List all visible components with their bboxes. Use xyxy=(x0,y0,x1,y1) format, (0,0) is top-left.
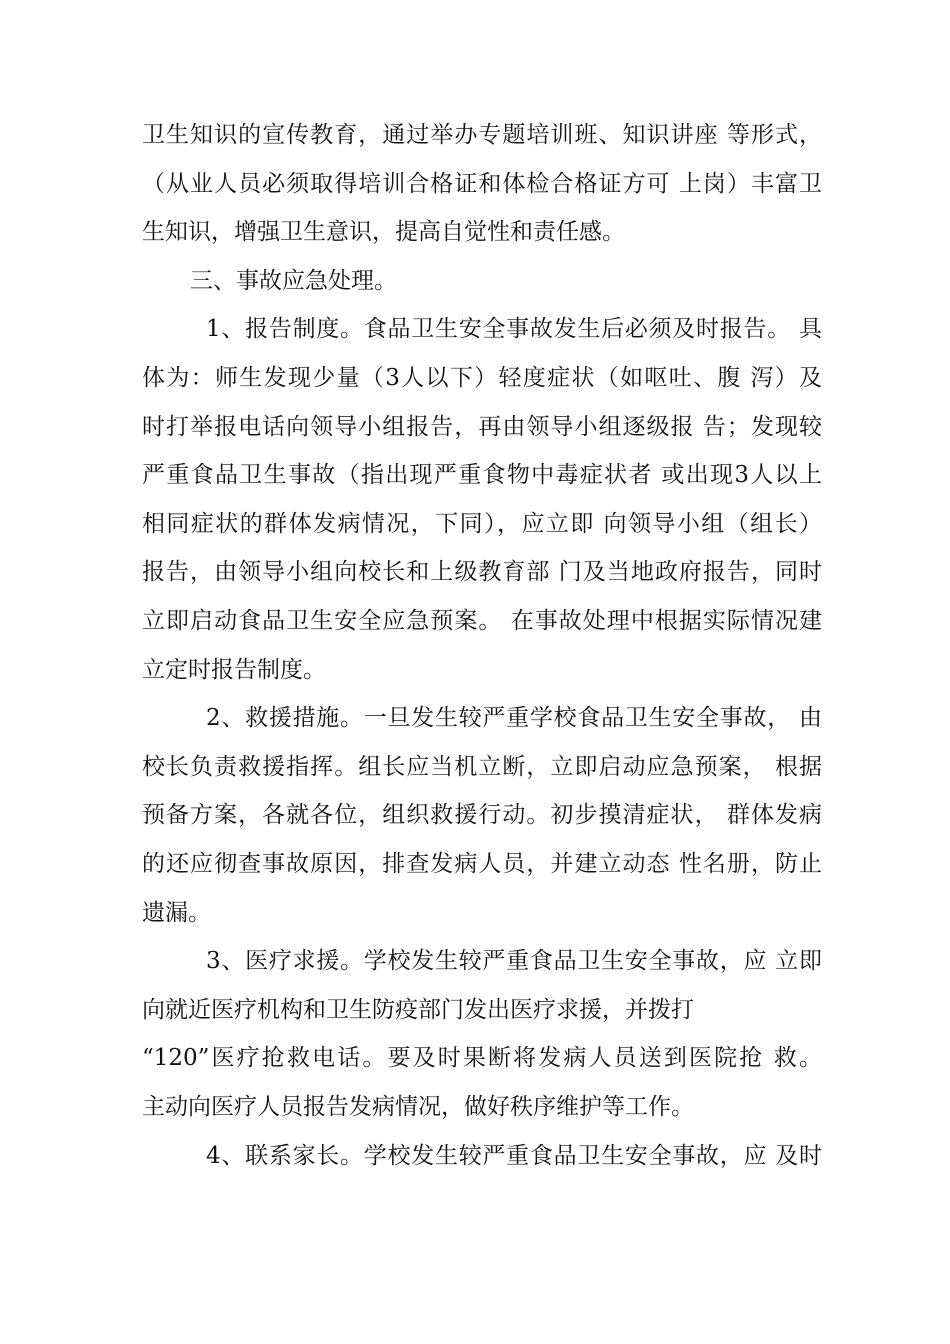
text-line: 严重食品卫生事故（指出现严重食物中毒症状者 或出现3人以上 xyxy=(142,462,822,489)
text-line: 4、联系家长。学校发生较严重食品卫生安全事故，应 及时 xyxy=(206,1142,822,1169)
text-line: 的还应彻查事故原因，排查发病人员，并建立动态 性名册，防止 xyxy=(142,851,822,877)
text-line: 相同症状的群体发病情况，下同），应立即 向领导小组（组长） xyxy=(142,510,822,537)
text-line: 主动向医疗人员报告发病情况，做好秩序维护等工作。 xyxy=(142,1094,694,1120)
text-line: 体为：师生发现少量（3人以下）轻度症状（如呕吐、腹 泻）及 xyxy=(142,365,822,391)
text-line: 立即启动食品卫生安全应急预案。 在事故处理中根据实际情况建 xyxy=(142,608,822,634)
text-line: 预备方案，各就各位，组织救援行动。初步摸清症状， 群体发病 xyxy=(142,802,822,829)
text-line: 1、报告制度。食品卫生安全事故发生后必须及时报告。 具 xyxy=(206,316,822,343)
text-line: “120”医疗抢救电话。要及时果断将发病人员送到医院抢 救。 xyxy=(142,1045,822,1072)
text-line: 校长负责救援指挥。组长应当机立断，立即启动应急预案， 根据 xyxy=(142,753,822,780)
text-line: 向就近医疗机构和卫生防疫部门发出医疗求援，并拨打 xyxy=(142,996,694,1023)
text-line: 3、医疗求援。学校发生较严重食品卫生安全事故，应 立即 xyxy=(206,948,822,975)
text-line: 生知识，增强卫生意识，提高自觉性和责任感。 xyxy=(142,219,625,246)
text-line: 立定时报告制度。 xyxy=(142,656,326,683)
text-line: （从业人员必须取得培训合格证和体检合格证方可 上岗）丰富卫 xyxy=(142,170,822,197)
text-line: 卫生知识的宣传教育，通过举办专题培训班、知识讲座 等形式， xyxy=(142,122,822,148)
text-line: 时打举报电话向领导小组报告，再由领导小组逐级报 告；发现较 xyxy=(142,413,822,440)
text-line: 2、救援措施。一旦发生较严重学校食品卫生安全事故， 由 xyxy=(206,705,822,732)
text-line: 遗漏。 xyxy=(142,899,211,926)
text-line: 报告，由领导小组向校长和上级教育部 门及当地政府报告，同时 xyxy=(142,559,822,586)
text-line: 三、事故应急处理。 xyxy=(190,267,397,294)
